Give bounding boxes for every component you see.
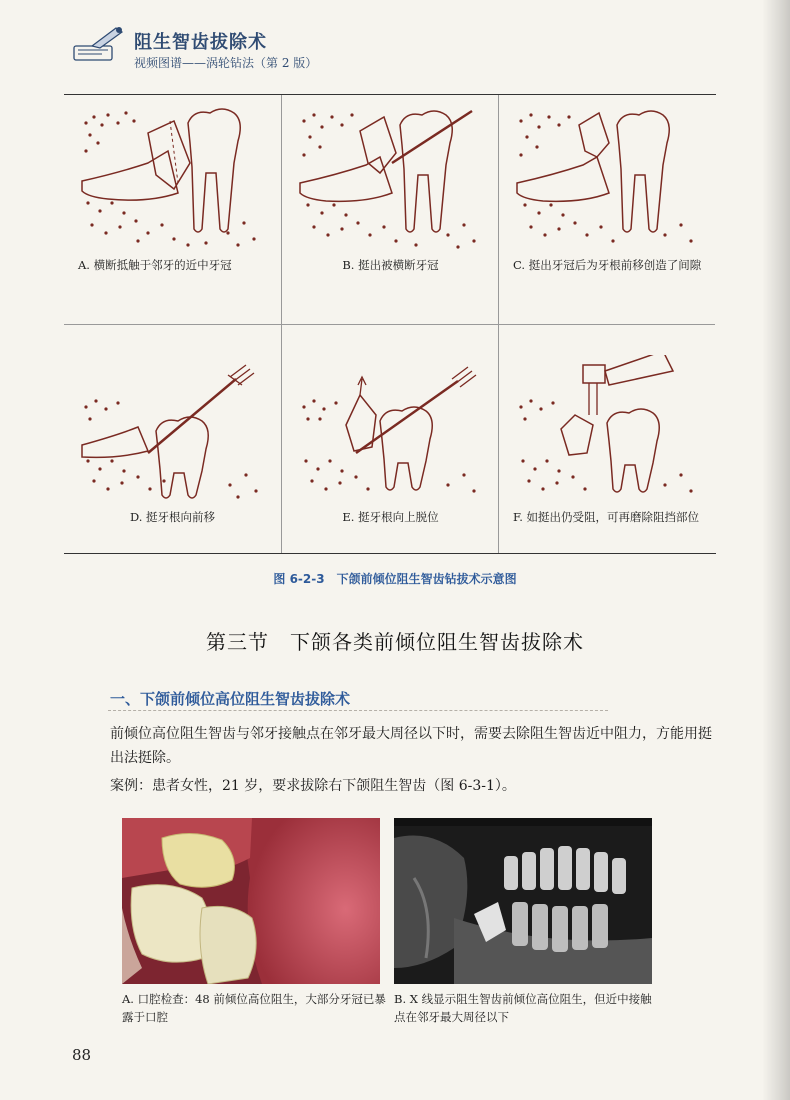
figure-panel-b (281, 95, 498, 324)
panel-e-caption: E. 挺牙根向上脱位 (342, 510, 439, 524)
body-paragraph-2: 案例：患者女性，21 岁，要求拔除右下颌阻生智齿（图 6-3-1）。 (110, 778, 516, 794)
panel-a-caption: A. 横断抵触于邻牙的近中牙冠 (78, 258, 232, 272)
book-logo-icon (72, 24, 128, 64)
panel-c-caption: C. 挺出牙冠后为牙根前移创造了间隙 (513, 258, 702, 272)
panel-e-drawing (296, 355, 486, 505)
figure-panel-c (498, 95, 715, 324)
xray-photo (394, 818, 652, 984)
figure-6-2-3 (64, 94, 716, 554)
panel-f-drawing (513, 355, 703, 505)
figure-panel-f (498, 324, 715, 553)
figure-caption: 图 6-2-3 下颌前倾位阻生智齿钻拔术示意图 (273, 572, 517, 586)
photo-a-caption: A. 口腔检查：48 前倾位高位阻生，大部分牙冠已暴露于口腔 (122, 992, 386, 1024)
subsection-title: 一、下颌前倾位高位阻生智齿拔除术 (110, 690, 351, 708)
section-title: 第三节 下颌各类前倾位阻生智齿拔除术 (206, 630, 584, 654)
figure-panel-a (64, 95, 281, 324)
running-header (72, 22, 712, 82)
book-title: 阻生智齿拔除术 (134, 32, 267, 53)
panel-f-caption: F. 如挺出仍受阻，可再磨除阻挡部位 (513, 510, 699, 524)
figure-panel-d (64, 324, 281, 553)
book-subtitle: 视频图谱——涡轮钻法（第 2 版） (134, 56, 318, 70)
panel-a-drawing (78, 103, 268, 253)
page-number: 88 (72, 1046, 92, 1064)
panel-b-drawing (296, 103, 486, 253)
panel-c-drawing (513, 103, 703, 253)
page-binding-shadow (762, 0, 790, 1100)
intraoral-photo (122, 818, 380, 984)
body-paragraph-1: 前倾位高位阻生智齿与邻牙接触点在邻牙最大周径以下时，需要去除阻生智齿近中阻力，方能用挺出法挺除。 (110, 726, 712, 766)
figure-panel-e (281, 324, 498, 553)
panel-b-caption: B. 挺出被横断牙冠 (342, 258, 439, 272)
subsection-underline (108, 710, 608, 711)
panel-d-drawing (78, 355, 268, 505)
panel-d-caption: D. 挺牙根向前移 (129, 510, 216, 524)
photo-b-caption: B. X 线显示阻生智齿前倾位高位阻生，但近中接触点在邻牙最大周径以下 (394, 992, 652, 1024)
